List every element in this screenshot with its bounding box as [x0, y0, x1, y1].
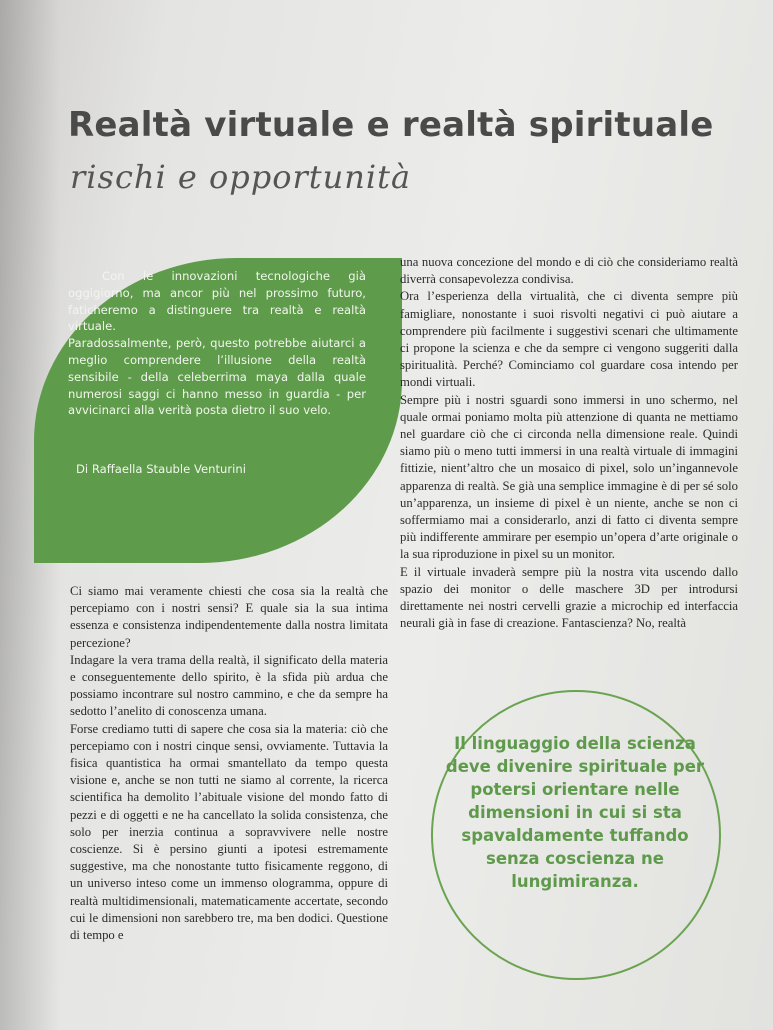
right-paragraph-2: Ora l’esperienza della virtualità, che ci diventa sempre più famigliare, nonostante i suoi risvolti negativi ci può aiutare a comprendere più facilmente i suggestivi scenari che ultimamente ci propone la scienza e che da sempre ci vengono suggeriti dalla spiritualità. Perché? Cominciamo col guardare cosa intendo per mondi virtuali.	[400, 289, 738, 390]
left-column	[70, 583, 388, 944]
intro-paragraph-2: Paradossalmente, però, questo potrebbe aiutarci a meglio comprendere l’illusione della realtà sensibile - della celeberrima maya dalla quale numerosi saggi ci hanno messo in guardia - per avvicinarci alla verità posta dietro il suo velo.	[68, 336, 366, 418]
article-title: Realtà virtuale e realtà spirituale	[68, 105, 714, 145]
intro-paragraph-1: Con le innovazioni tecnologiche già oggigiorno, ma ancor più nel prossimo futuro, faticheremo a distinguere tra realtà e realtà virtuale.	[68, 269, 366, 334]
right-paragraph-1: una nuova concezione del mondo e di ciò che consideriamo realtà diverrà consapevolezza condivisa.	[400, 255, 738, 287]
right-paragraph-4: E il virtuale invaderà sempre più la nostra vita uscendo dallo spazio dei monitor o delle maschere 3D per introdursi direttamente nei nostri cervelli grazie a microchip ed interfaccia neurali già in fase di creazione. Fantascienza? No, realtà	[400, 564, 738, 631]
left-paragraph-3: Forse crediamo tutti di sapere che cosa sia la materia: ciò che percepiamo con i nostri cinque sensi, ovviamente. Tuttavia la fisica quantistica ha ormai smantellato da tempo questa visione e, anche se non tutti ne siamo al corrente, la ricerca scientifica ha demolito l’abituale visione del mondo fatto di pezzi e di oggetti e ne ha cancellato la solida consistenza, che solo per inerzia continua a sopravvivere nelle nostre coscienze. Si è persino giunti a ipotesi estremamente suggestive, ma che nonostante tutto fisicamente reggono, di un universo inteso come un immenso ologramma, oppure di realtà multidimensionali, matematicamente accertate, secondo cui le dimensioni non sarebbero tre, ma ben dodici. Questione di tempo e	[70, 721, 388, 943]
author-byline: Di Raffaella Stauble Venturini	[76, 462, 246, 476]
left-paragraph-2: Indagare la vera trama della realtà, il significato della materia e conseguentemente dello spirito, è la sfida più ardua che possiamo incontrare sul nostro cammino, e che da sempre ha sedotto l’anelito di conoscenza umana.	[70, 652, 388, 719]
intro-box	[68, 268, 366, 419]
left-paragraph-1: Ci siamo mai veramente chiesti che cosa sia la realtà che percepiamo con i nostri sensi? E quale sia la sua intima essenza e consistenza indipendentemente dalla nostra limitata percezione?	[70, 584, 388, 650]
article-subtitle: rischi e opportunità	[70, 158, 412, 196]
right-column	[400, 254, 738, 632]
pull-quote-text: Il linguaggio della scienza deve divenire spirituale per potersi orientare nelle dimensioni in cui si sta spavaldamente tuffando senza coscienza ne lungimiranza.	[445, 734, 705, 891]
right-paragraph-3: Sempre più i nostri sguardi sono immersi in uno schermo, nel quale ormai poniamo molta più attenzione di quanta ne mettiamo nel guardare ciò che ci circonda nella dimensione reale. Quindi siamo più o meno tutti immersi in una realtà virtuale di immagini fittizie, nient’altro che un mosaico di pixel, solo un’ingannevole apparenza di realtà. Se già una semplice immagine è di per sé solo un’apparenza, un insieme di pixel è un niente, anche se non ci soffermiamo mai a considerarlo, anzi di fatto ci diventa sempre più indifferente ammirare per esempio un’opera d’arte originale o la sua riproduzione in pixel su un monitor.	[400, 392, 738, 562]
